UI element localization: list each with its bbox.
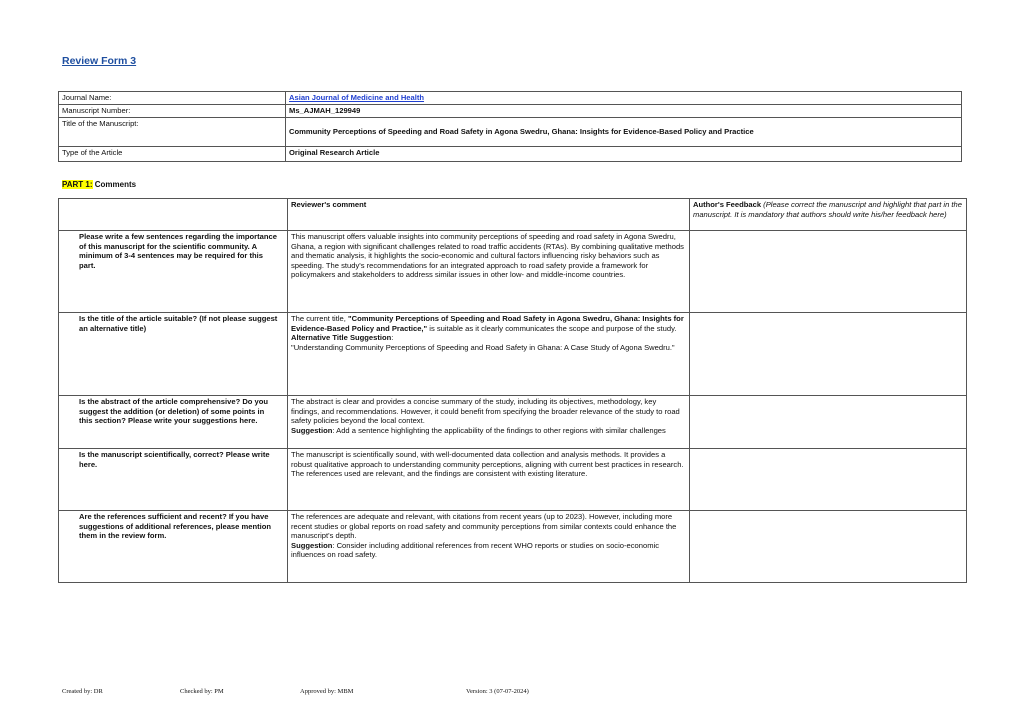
- type-label: Type of the Article: [59, 146, 286, 161]
- comments-table: [58, 198, 967, 583]
- text: "Understanding Community Perceptions of Speeding and Road Safety in Ghana: A Case Study of Agona Swedru.": [291, 342, 675, 352]
- author-feedback-cell[interactable]: [690, 511, 967, 583]
- table-row: [59, 396, 967, 449]
- journal-link[interactable]: Asian Journal of Medicine and Health: [289, 93, 425, 102]
- text: : Consider including additional references from recent WHO reports or studies on socio-economic influences on road safety.: [291, 540, 660, 560]
- text: The current title,: [291, 314, 348, 323]
- author-feedback-cell[interactable]: [690, 231, 967, 313]
- text: : Add a sentence highlighting the applicability of the findings to other regions with similar challenges: [332, 425, 666, 435]
- question: Is the manuscript scientifically, correct? Please write here.: [59, 449, 288, 511]
- text: The abstract is clear and provides a concise summary of the study, including its objectives, methodology, key findings, and recommendations. However, it could benefit from specifying the broader relevance of the study to road safety policies beyond the local context.: [291, 397, 680, 426]
- table-row: [59, 449, 967, 511]
- header-author-note: (Please correct the manuscript and highlight that part in the manuscript. It is mandatory that authors should write his/her feedback here): [693, 200, 962, 219]
- text: The references are adequate and relevant, with citations from recent years (up to 2023). However, including more recent studies or global reports on road safety and community perceptions from similar contexts could enhance the manuscript's depth.: [291, 512, 677, 541]
- reviewer-comment: This manuscript offers valuable insights into community perceptions of speeding and road safety in Agona Swedru, Ghana, a region with significant challenges related to road traffic accidents (RTAs). By combining qualitative methods and thematic analysis, it highlights the socio-economic and cultural factors influencing risky behaviors such as speeding. The study's recommendations for an integrated approach to road safety provide a framework for policymakers and stakeholders to address similar issues in other low- and middle-income countries.: [288, 231, 690, 313]
- header-reviewer: Reviewer's comment: [288, 199, 690, 231]
- header-author-bold: Author's Feedback: [693, 200, 762, 209]
- header-empty: [59, 199, 288, 231]
- author-feedback-cell[interactable]: [690, 449, 967, 511]
- ms-number: Ms_AJMAH_129949: [286, 104, 962, 117]
- part-heading: [62, 180, 136, 189]
- text: is suitable as it clearly communicates the scope and purpose of the study.: [427, 323, 677, 333]
- question: Is the abstract of the article comprehensive? Do you suggest the addition (or deletion) of some points in this section? Please write your suggestions here.: [59, 396, 288, 449]
- question: Is the title of the article suitable? (If not please suggest an alternative title): [59, 313, 288, 396]
- journal-label: Journal Name:: [59, 92, 286, 105]
- part-suffix: Comments: [92, 180, 137, 189]
- form-title: Review Form 3: [62, 55, 137, 67]
- text: "Community Perceptions of Speeding and Road Safety in Agona Swedru, Ghana: Insights for Evidence-Based Policy and Practice,": [291, 314, 684, 333]
- part-label: PART 1:: [62, 180, 93, 189]
- reviewer-comment: The manuscript is scientifically sound, with well-documented data collection and analysis methods. It provides a robust qualitative approach to understanding community perceptions, aligning with current best practices in research. The references used are relevant, and the findings are consistent with existing literature.: [288, 449, 690, 511]
- table-row: [59, 231, 967, 313]
- table-row: [59, 511, 967, 583]
- author-feedback-cell[interactable]: [690, 313, 967, 396]
- header-author: [690, 199, 967, 231]
- reviewer-comment: [288, 511, 690, 583]
- reviewer-comment: [288, 313, 690, 396]
- ms-label: Manuscript Number:: [59, 104, 286, 117]
- footer-version: Version: 3 (07-07-2024): [466, 688, 529, 695]
- question: Are the references sufficient and recent? If you have suggestions of additional references, please mention them in the review form.: [59, 511, 288, 583]
- question: Please write a few sentences regarding the importance of this manuscript for the scientific community. A minimum of 3-4 sentences may be required for this part.: [59, 231, 288, 313]
- manuscript-title: Community Perceptions of Speeding and Road Safety in Agona Swedru, Ghana: Insights for Evidence-Based Policy and Practice: [286, 117, 962, 146]
- footer-approved: Approved by: MBM: [300, 688, 354, 695]
- reviewer-comment: [288, 396, 690, 449]
- title-label: Title of the Manuscript:: [59, 117, 286, 146]
- manuscript-info-table: [58, 91, 962, 162]
- article-type: Original Research Article: [286, 146, 962, 161]
- footer-created: Created by: DR: [62, 688, 103, 695]
- text: Suggestion: [291, 425, 333, 435]
- text: Alternative Title Suggestion: [291, 333, 392, 343]
- author-feedback-cell[interactable]: [690, 396, 967, 449]
- text: :: [391, 333, 394, 343]
- table-row: [59, 313, 967, 396]
- text: Suggestion: [291, 540, 333, 550]
- footer-checked: Checked by: PM: [180, 688, 224, 695]
